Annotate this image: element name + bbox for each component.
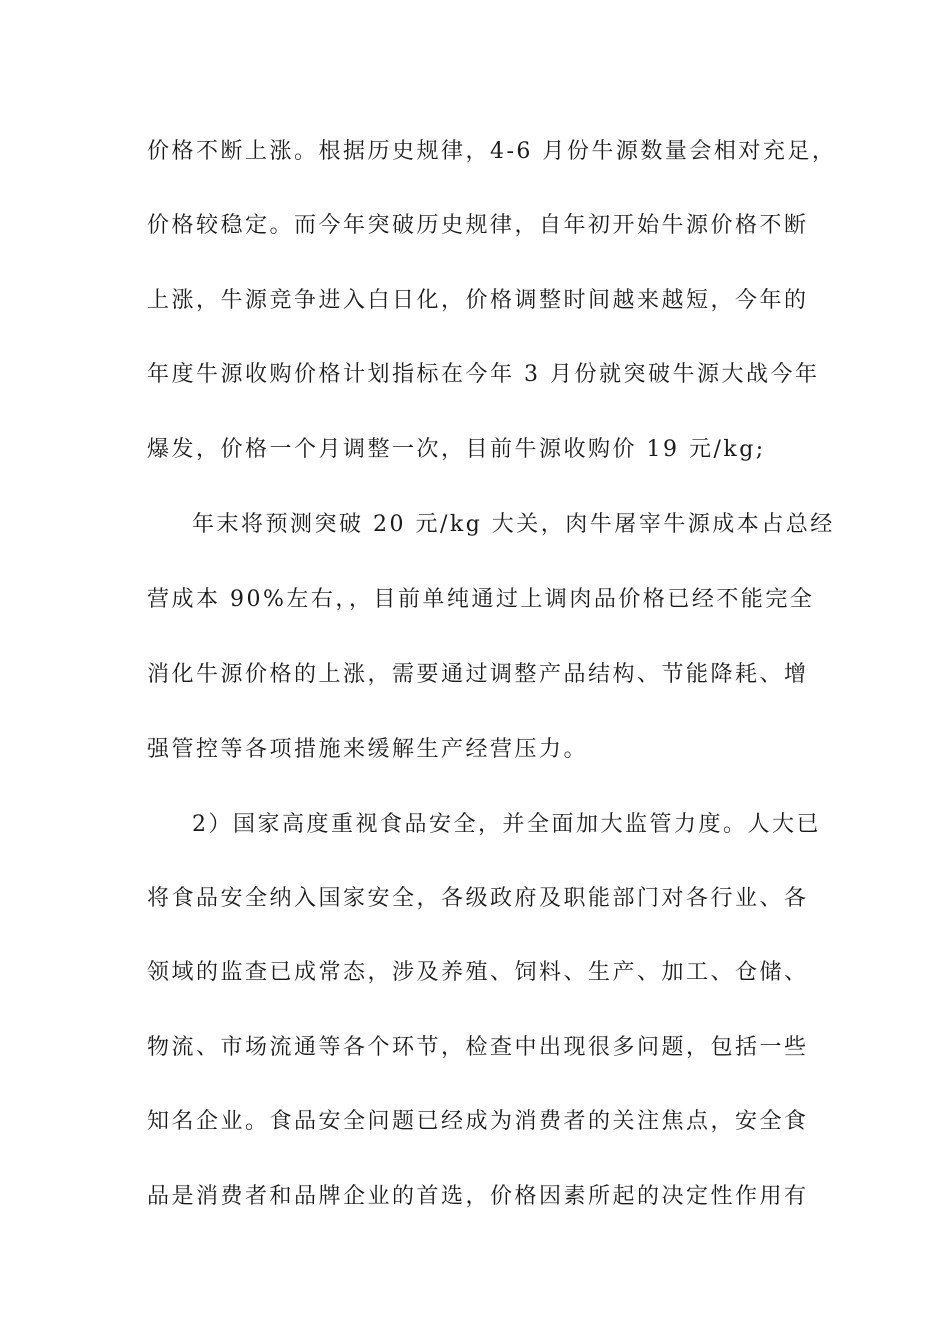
text-line: 价格不断上涨。根据历史规律，4-6 月份牛源数量会相对充足， [147, 139, 837, 164]
text-line: 品是消费者和品牌企业的首选，价格因素所起的决定性作用有 [147, 1184, 809, 1209]
text-line: 上涨，牛源竞争进入白日化，价格调整时间越来越短，今年的 [147, 288, 809, 313]
text-line: 年末将预测突破 20 元/kg 大关，肉牛屠宰牛源成本占总经 [192, 512, 835, 537]
text-line: 物流、市场流通等各个环节，检查中出现很多问题，包括一些 [147, 1035, 809, 1060]
text-line: 2）国家高度重视食品安全，并全面加大监管力度。人大已 [192, 812, 821, 837]
text-line: 消化牛源价格的上涨，需要通过调整产品结构、节能降耗、增 [147, 662, 809, 687]
text-line: 年度牛源收购价格计划指标在今年 3 月份就突破牛源大战今年 [147, 362, 820, 387]
text-line: 将食品安全纳入国家安全，各级政府及职能部门对各行业、各 [147, 886, 809, 911]
text-line: 领域的监查已成常态，涉及养殖、饲料、生产、加工、仓储、 [147, 960, 809, 985]
text-line: 知名企业。食品安全问题已经成为消费者的关注焦点，安全食 [147, 1109, 809, 1134]
text-line: 营成本 90%左右，，目前单纯通过上调肉品价格已经不能完全 [147, 587, 815, 612]
text-line: 爆发，价格一个月调整一次，目前牛源收购价 19 元/kg; [147, 437, 766, 462]
text-line: 价格较稳定。而今年突破历史规律，自年初开始牛源价格不断 [147, 213, 809, 238]
text-line: 强管控等各项措施来缓解生产经营压力。 [147, 737, 589, 762]
